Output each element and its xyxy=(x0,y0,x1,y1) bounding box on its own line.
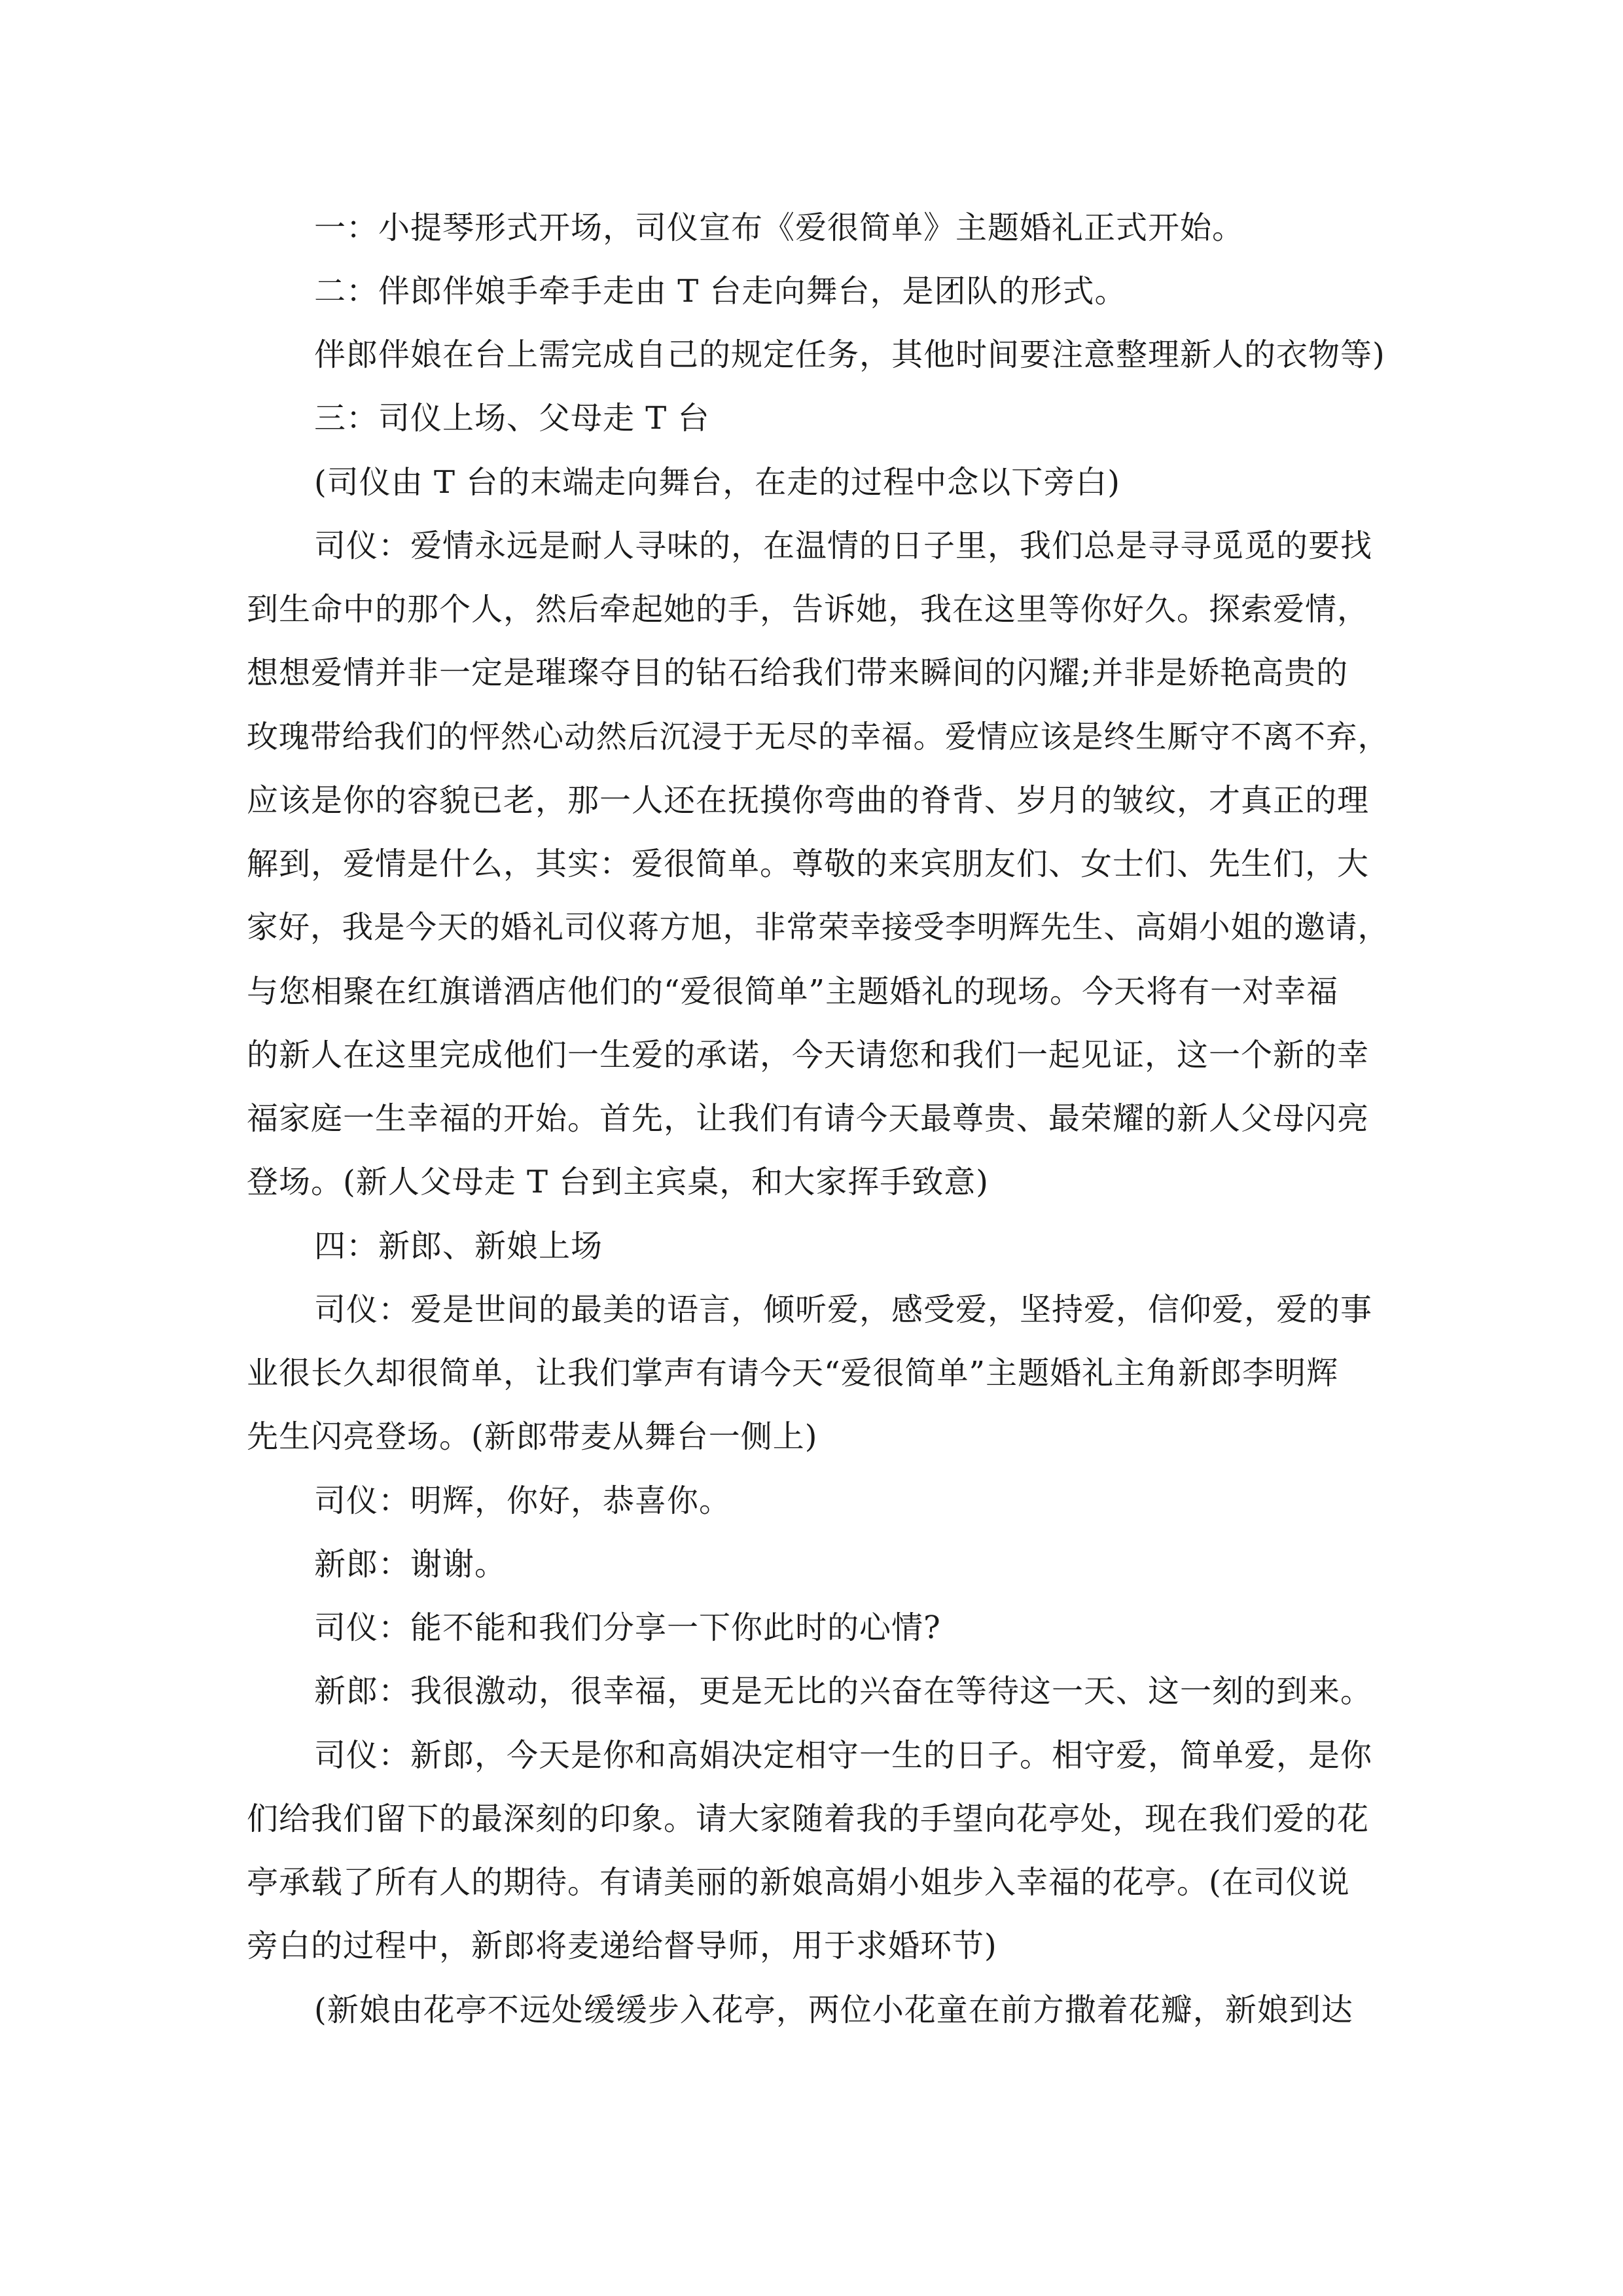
text-line: 司仪：明辉，你好，恭喜你。 xyxy=(314,1482,732,1519)
text-line: 家好，我是今天的婚礼司仪蒋方旭，非常荣幸接受李明辉先生、高娟小姐的邀请， xyxy=(247,910,1389,946)
text-line: 到生命中的那个人，然后牵起她的手，告诉她，我在这里等你好久。探索爱情， xyxy=(247,591,1370,628)
text-line: 亭承载了所有人的期待。有请美丽的新娘高娟小姐步入幸福的花亭。(在司仪说 xyxy=(247,1864,1350,1901)
text-line: 解到，爱情是什么，其实：爱很简单。尊敬的来宾朋友们、女士们、先生们，大 xyxy=(247,846,1370,882)
text-line: 一：小提琴形式开场，司仪宣布《爱很简单》主题婚礼正式开始。 xyxy=(314,209,1245,246)
text-line: 与您相聚在红旗谱酒店他们的“爱很简单”主题婚礼的现场。今天将有一对幸福 xyxy=(247,973,1339,1010)
text-line: 新郎：谢谢。 xyxy=(314,1546,507,1583)
text-line: 伴郎伴娘在台上需完成自己的规定任务，其他时间要注意整理新人的衣物等) xyxy=(314,336,1385,373)
text-line: 想想爱情并非一定是璀璨夺目的钻石给我们带来瞬间的闪耀;并非是娇艳高贵的 xyxy=(247,655,1349,691)
text-line: 玫瑰带给我们的怦然心动然后沉浸于无尽的幸福。爱情应该是终生厮守不离不弃， xyxy=(247,719,1389,755)
text-line: (司仪由 T 台的末端走向舞台，在走的过程中念以下旁白) xyxy=(314,464,1120,501)
text-line: 司仪：爱是世间的最美的语言，倾听爱，感受爱，坚持爱，信仰爱，爱的事 xyxy=(314,1291,1373,1328)
text-line: 二：伴郎伴娘手牵手走由 T 台走向舞台，是团队的形式。 xyxy=(314,273,1127,310)
text-line: 司仪：爱情永远是耐人寻味的，在温情的日子里，我们总是寻寻觅觅的要找 xyxy=(314,528,1373,564)
text-line: 们给我们留下的最深刻的印象。请大家随着我的手望向花亭处，现在我们爱的花 xyxy=(247,1801,1370,1837)
text-line: 登场。(新人父母走 T 台到主宾桌，和大家挥手致意) xyxy=(247,1164,989,1200)
text-line: 业很长久却很简单，让我们掌声有请今天“爱很简单”主题婚礼主角新郎李明辉 xyxy=(247,1355,1339,1391)
text-line: 司仪：能不能和我们分享一下你此时的心情? xyxy=(314,1609,941,1646)
text-line: 的新人在这里完成他们一生爱的承诺，今天请您和我们一起见证，这一个新的幸 xyxy=(247,1037,1370,1073)
text-line: 旁白的过程中，新郎将麦递给督导师，用于求婚环节) xyxy=(247,1928,997,1964)
text-line: 司仪：新郎，今天是你和高娟决定相守一生的日子。相守爱，简单爱，是你 xyxy=(314,1737,1373,1774)
text-line: 应该是你的容貌已老，那一人还在抚摸你弯曲的脊背、岁月的皱纹，才真正的理 xyxy=(247,782,1370,819)
text-line: 先生闪亮登场。(新郎带麦从舞台一侧上) xyxy=(247,1418,818,1455)
text-line: 新郎：我很激动，很幸福，更是无比的兴奋在等待这一天、这一刻的到来。 xyxy=(314,1673,1373,1710)
text-line: (新娘由花亭不远处缓缓步入花亭，两位小花童在前方撒着花瓣，新娘到达 xyxy=(314,1992,1353,2028)
text-line: 四：新郎、新娘上场 xyxy=(314,1228,603,1265)
text-line: 福家庭一生幸福的开始。首先，让我们有请今天最尊贵、最荣耀的新人父母闪亮 xyxy=(247,1100,1370,1137)
text-line: 三：司仪上场、父母走 T 台 xyxy=(314,400,710,437)
